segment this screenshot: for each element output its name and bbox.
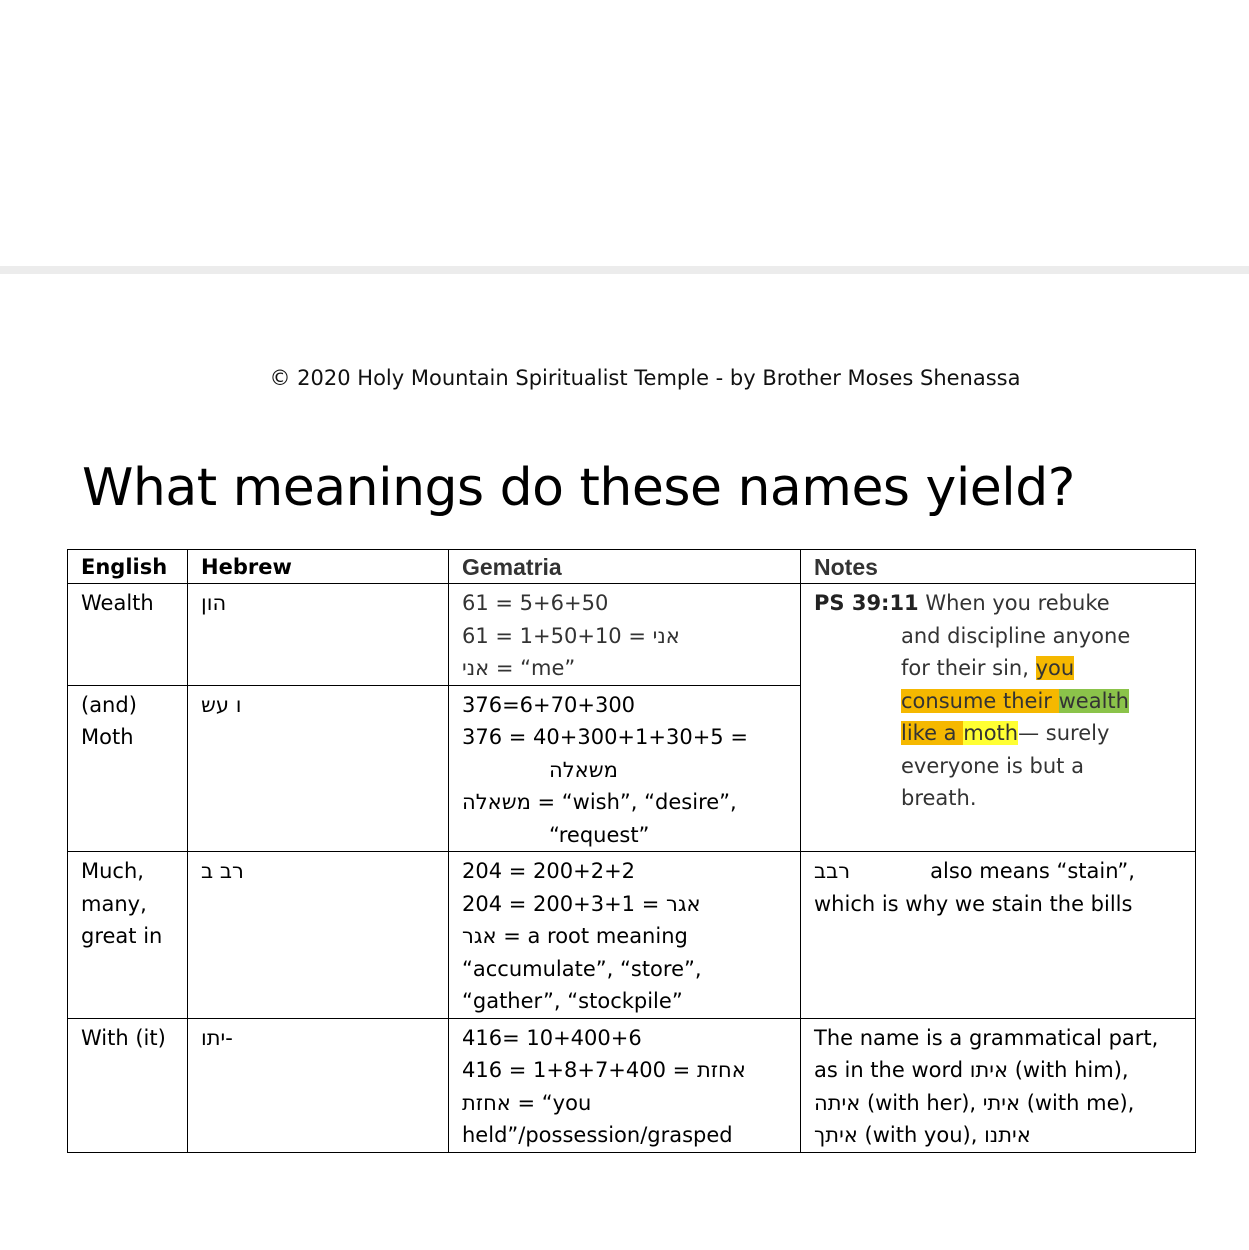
highlight-consume: consume their — [901, 688, 1059, 713]
table-row-much — [68, 852, 1196, 1019]
table-header-row — [68, 550, 1196, 584]
notes-text: as in the word איתו (with him), — [814, 1058, 1129, 1082]
hebrew-word: רבב — [814, 859, 851, 883]
cell-hebrew — [188, 1018, 449, 1152]
cell-english: Wealth — [68, 584, 188, 686]
cell-notes-verse — [801, 584, 1196, 852]
gematria-line: אחזת = “you — [462, 1090, 592, 1115]
gematria-line: 61 = 1+50+10 = אני — [462, 623, 680, 648]
slide-title: What meanings do these names yield? — [82, 458, 1075, 518]
cell-hebrew — [188, 584, 449, 686]
highlight-like-a: like a — [901, 721, 964, 745]
hebrew-word: -יתו — [201, 1025, 233, 1050]
cell-gematria — [449, 852, 801, 1019]
highlight-wealth: wealth — [1058, 688, 1129, 713]
cell-notes — [801, 852, 1196, 1019]
notes-text: which is why we stain the bills — [814, 891, 1133, 916]
gematria-line: משאלה = “wish”, “desire”, — [462, 790, 737, 814]
highlight-you: you — [1035, 656, 1075, 680]
gematria-line: משאלה — [549, 757, 618, 782]
col-header-gematria: Gematria — [449, 550, 801, 584]
cell-hebrew — [188, 685, 449, 852]
cell-english — [68, 852, 188, 1019]
gematria-line: “request” — [549, 822, 650, 847]
verse-text: and discipline anyone — [901, 623, 1131, 648]
gematria-line: אגר = a root meaning — [462, 924, 688, 948]
hebrew-word: רב ב — [201, 859, 244, 883]
col-header-english: English — [68, 550, 188, 584]
highlight-moth: moth — [963, 721, 1019, 745]
cell-gematria — [449, 685, 801, 852]
english-line: (and) — [81, 692, 137, 717]
verse-reference: PS 39:11 — [814, 591, 919, 615]
divider-bar — [0, 266, 1249, 274]
col-header-hebrew: Hebrew — [188, 550, 449, 584]
gematria-table — [67, 549, 1196, 1153]
copyright-notice: © 2020 Holy Mountain Spiritualist Temple - by Brother Moses Shenassa — [269, 366, 1021, 390]
notes-text: איתך (with you), איתנו — [814, 1123, 1031, 1147]
cell-gematria — [449, 1018, 801, 1152]
cell-hebrew — [188, 852, 449, 1019]
table-row-wealth — [68, 584, 1196, 686]
gematria-line: 416= 10+400+6 — [462, 1025, 642, 1050]
gematria-line: 204 = 200+3+1 = אגר — [462, 891, 701, 916]
gematria-line: 204 = 200+2+2 — [462, 859, 636, 883]
col-header-notes: Notes — [801, 550, 1196, 584]
english-line: Moth — [81, 725, 134, 749]
english-line: great in — [81, 924, 163, 948]
cell-gematria — [449, 584, 801, 686]
gematria-line: held”/possession/grasped — [462, 1123, 733, 1147]
english-line: Much, — [81, 859, 144, 883]
cell-english — [68, 685, 188, 852]
gematria-line: 416 = 1+8+7+400 = אחזת — [462, 1058, 746, 1082]
cell-english: With (it) — [68, 1018, 188, 1152]
gematria-line: “gather”, “stockpile” — [462, 989, 683, 1013]
hebrew-word: הון — [201, 591, 227, 615]
notes-text: also means “stain”, — [930, 859, 1135, 883]
notes-text: איתה (with her), איתי (with me), — [814, 1090, 1135, 1115]
hebrew-word: ו עש — [201, 692, 242, 717]
gematria-line: 376=6+70+300 — [462, 692, 636, 717]
gematria-line: אני = “me” — [462, 656, 576, 680]
verse-text: everyone is but a — [901, 753, 1084, 778]
verse-text: — surely — [1018, 721, 1110, 745]
gematria-line: 61 = 5+6+50 — [462, 591, 609, 615]
gematria-line: “accumulate”, “store”, — [462, 956, 702, 981]
verse-text: breath. — [901, 786, 977, 810]
verse-text: for their sin, — [901, 656, 1036, 680]
english-line: many, — [81, 891, 147, 916]
gematria-line: 376 = 40+300+1+30+5 = — [462, 725, 748, 749]
verse-text: When you rebuke — [918, 591, 1110, 615]
notes-text: The name is a grammatical part, — [814, 1025, 1159, 1050]
table-row-with — [68, 1018, 1196, 1152]
cell-notes — [801, 1018, 1196, 1152]
